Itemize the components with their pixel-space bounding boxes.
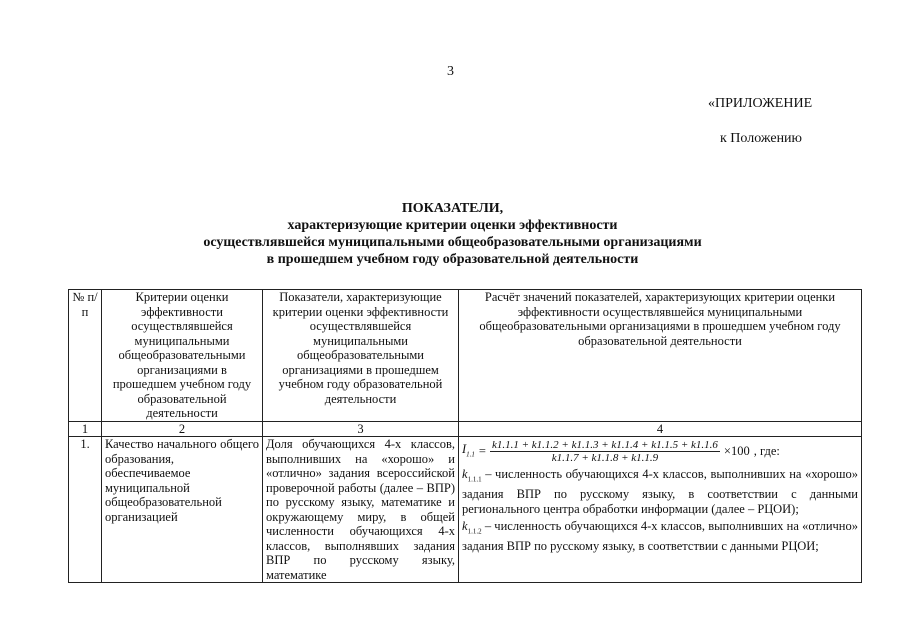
regulation-reference: к Положению — [720, 131, 803, 146]
column-number: 3 — [263, 421, 459, 437]
title-line-4: в прошедшем учебном году образовательной деятельности — [266, 252, 639, 267]
header-calculation: Расчёт значений показателей, характеризующих критерии оценки эффективности осуществлявшейся муниципальными общеобразовательными организациями в прошедшем учебном году образовательной деятельности — [459, 290, 862, 422]
formula: $I_{1.1}$ = $\frac{k1.1.1 + k1.1.2 + k1.1.3 + k1.1.4 + k1.1.5 + k1.1.6}{k1.1.7 + k1.1.8 + k1.1.9}$ ×100 , где: — [462, 439, 780, 464]
formula-where: , где: — [753, 444, 780, 459]
document-title — [0, 200, 905, 268]
formula-lhs: $I_{1.1}$ — [462, 441, 475, 458]
formula-multiplier: ×100 — [723, 444, 750, 459]
title-line-3: осуществлявшейся муниципальными общеобразовательными организациями — [203, 235, 702, 250]
column-number: 4 — [459, 421, 862, 437]
indicator-cell: Доля обучающихся 4-х классов, выполнивших на «хорошо» и «отлично» задания всероссийской проверочной работы (далее – ВПР) по русскому языку, математике и окружающему миру, в общей численности обучающихся 4-х классов, выполнявших задания ВПР по русскому языку, математике — [263, 437, 459, 583]
header-indicators: Показатели, характеризующие критерии оценки эффективности осуществлявшейся муниципальными общеобразовательными организациями в прошедшем учебном году образовательной деятельности — [263, 290, 459, 422]
formula-denominator: k1.1.7 + k1.1.8 + k1.1.9 — [551, 452, 659, 464]
column-number: 2 — [102, 421, 263, 437]
table-header-row — [69, 290, 862, 422]
appendix-label: «ПРИЛОЖЕНИЕ — [708, 96, 813, 111]
row-number: 1. — [69, 437, 102, 583]
indicators-table — [68, 289, 862, 583]
table-row — [69, 437, 862, 583]
definition-k112: $k_{1.1.2}$ – численность обучающихся 4-х классов, выполнивших на «отлично» задания ВПР по русскому языку, в соответствии с данными РЦОИ; — [462, 519, 859, 553]
page-number: 3 — [447, 64, 454, 79]
table-column-numbers-row — [69, 421, 862, 437]
header-criteria: Критерии оценки эффективности осуществлявшейся муниципальными общеобразовательными организациями в прошедшем учебном году образовательной деятельности — [102, 290, 263, 422]
title-line-1: ПОКАЗАТЕЛИ, — [401, 201, 504, 216]
formula-numerator: k1.1.1 + k1.1.2 + k1.1.3 + k1.1.4 + k1.1.5 + k1.1.6 — [491, 439, 718, 451]
header-number: № п/п — [69, 290, 102, 422]
formula-fraction — [490, 439, 720, 464]
calculation-cell — [459, 437, 862, 583]
title-line-2: характеризующие критерии оценки эффективности — [287, 218, 618, 233]
column-number: 1 — [69, 421, 102, 437]
definition-k111: $k_{1.1.1}$ – численность обучающихся 4-х классов, выполнивших на «хорошо» задания ВПР по русскому языку, в соответствии с данными регионального центра обработки информации (далее – РЦОИ); — [462, 467, 858, 516]
criterion-cell: Качество начального общего образования, обеспечиваемое муниципальной общеобразовательной организацией — [102, 437, 263, 583]
